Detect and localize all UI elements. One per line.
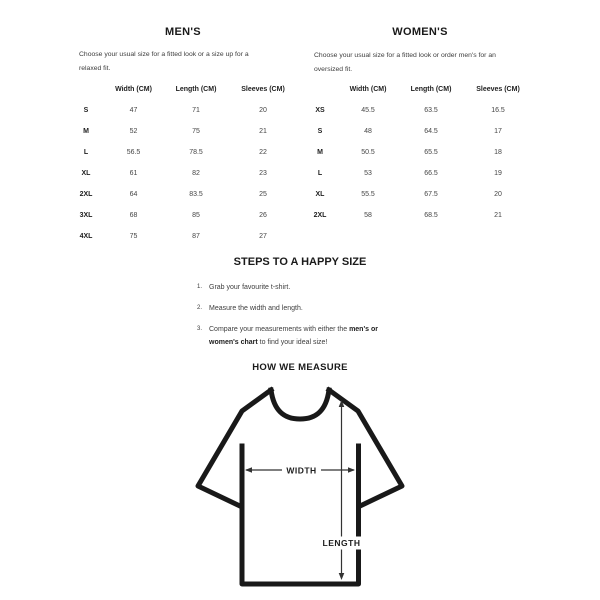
column-header-width: Width (CM) — [115, 85, 152, 93]
tshirt-outline — [198, 390, 402, 584]
womens-size-table — [301, 78, 531, 226]
tshirt-diagram — [180, 383, 420, 593]
size-label: S — [83, 107, 89, 114]
column-header-sleeves: Sleeves (CM) — [476, 85, 520, 93]
size-label: 4XL — [79, 233, 93, 240]
step-item-2 — [197, 302, 378, 315]
table-cell: 64.5 — [424, 128, 438, 135]
table-cell: 75 — [129, 233, 138, 240]
length-arrow — [322, 400, 361, 580]
table-cell: 19 — [494, 170, 502, 177]
table-cell: 68.5 — [424, 212, 438, 219]
length-label: LENGTH — [322, 538, 361, 548]
step-text: Measure the width and length. — [209, 305, 303, 312]
column-header-length: Length (CM) — [175, 85, 217, 93]
size-label: M — [83, 128, 89, 135]
table-cell: 50.5 — [361, 149, 375, 156]
table-cell: 67.5 — [424, 191, 438, 198]
measure-title: HOW WE MEASURE — [252, 362, 348, 373]
mens-description — [79, 48, 289, 76]
table-cell: 82 — [192, 170, 200, 177]
table-cell: 22 — [259, 149, 267, 156]
step-item-3 — [197, 323, 378, 349]
table-cell: 48 — [364, 128, 372, 135]
table-cell: 87 — [192, 233, 200, 240]
table-cell: 85 — [192, 212, 200, 219]
table-cell: 63.5 — [424, 107, 438, 114]
table-cell: 45.5 — [361, 107, 375, 114]
column-header-width: Width (CM) — [349, 85, 387, 93]
table-cell: 27 — [259, 233, 267, 240]
table-cell: 83.5 — [189, 191, 203, 198]
table-cell: 78.5 — [189, 149, 203, 156]
mens-title: MEN'S — [165, 26, 201, 38]
table-cell: 55.5 — [361, 191, 375, 198]
size-label: 3XL — [79, 212, 93, 219]
mens-size-table — [66, 78, 295, 247]
step-item-1 — [197, 281, 378, 294]
step-text-line1: Compare your measurements with either the men's or — [209, 326, 378, 333]
table-cell: 64 — [129, 191, 138, 198]
step-text-line2: women's chart to find your ideal size! — [209, 339, 328, 346]
corner-cell — [66, 78, 106, 100]
column-header-length: Length (CM) — [410, 85, 452, 93]
steps-list — [197, 281, 378, 357]
womens-description-line2: oversized fit. — [314, 65, 353, 73]
mens-description-line1: Choose your usual size for a fitted look or a size up for a — [79, 51, 249, 58]
table-cell: 26 — [259, 212, 267, 219]
table-cell: 65.5 — [424, 149, 438, 156]
table-cell: 47 — [129, 107, 138, 114]
table-cell: 52 — [129, 128, 138, 135]
table-cell: 21 — [259, 128, 267, 135]
table-cell: 58 — [364, 212, 372, 219]
mens-description-line2: relaxed fit. — [79, 64, 111, 72]
table-cell: 53 — [364, 170, 372, 177]
table-cell: 75 — [192, 128, 200, 135]
table-cell: 61 — [129, 170, 138, 177]
size-label: L — [83, 149, 89, 156]
table-cell: 23 — [259, 170, 267, 177]
womens-title: WOMEN'S — [392, 26, 448, 38]
table-cell: 71 — [192, 107, 200, 114]
width-label: WIDTH — [286, 465, 317, 476]
table-cell: 20 — [259, 107, 267, 114]
steps-title: STEPS TO A HAPPY SIZE — [233, 256, 367, 268]
step-text — [209, 323, 378, 349]
table-cell: 66.5 — [424, 170, 438, 177]
size-label: 2XL — [79, 191, 93, 198]
table-cell: 17 — [494, 128, 502, 135]
size-label: XL — [81, 170, 91, 177]
size-label: M — [317, 149, 323, 156]
step-number: 3. — [197, 326, 203, 332]
table-cell: 21 — [494, 212, 502, 219]
size-label: L — [317, 170, 323, 177]
size-label: 2XL — [313, 212, 327, 219]
corner-cell — [301, 78, 339, 100]
size-label: S — [317, 128, 323, 135]
table-cell: 25 — [259, 191, 267, 198]
step-number: 1. — [197, 284, 203, 290]
table-cell: 16.5 — [491, 107, 505, 114]
table-cell: 18 — [494, 149, 502, 156]
table-cell: 68 — [129, 212, 138, 219]
step-number: 2. — [197, 305, 203, 311]
column-header-sleeves: Sleeves (CM) — [241, 85, 285, 93]
womens-description — [314, 49, 524, 77]
table-cell: 56.5 — [126, 149, 141, 156]
step-text: Grab your favourite t-shirt. — [209, 284, 291, 291]
size-label: XS — [315, 107, 325, 114]
table-cell: 20 — [494, 191, 502, 198]
size-label: XL — [315, 191, 325, 198]
womens-description-line1: Choose your usual size for a fitted look or order men's for an — [314, 52, 496, 59]
